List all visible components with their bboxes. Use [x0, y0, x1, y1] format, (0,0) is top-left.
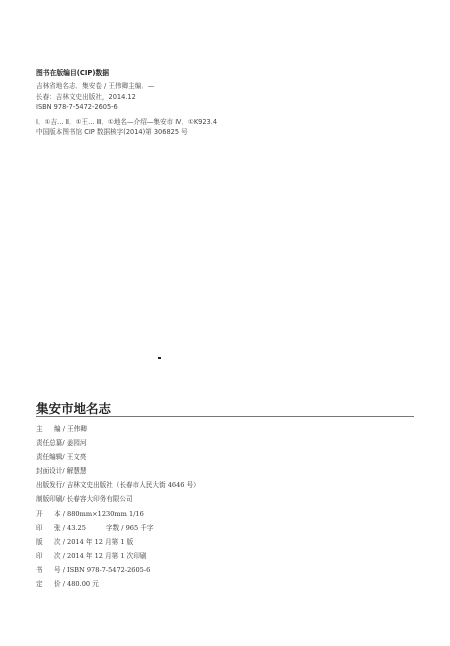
row-value: / 姜园河 [62, 439, 87, 448]
row-label: 封面设计 [36, 467, 63, 476]
label-char: 主 [36, 425, 43, 433]
row-value: / 王伟卿 [62, 425, 87, 433]
row-label: 制版印刷 [36, 495, 63, 504]
label-char: 开 [36, 509, 43, 518]
cip-block [36, 68, 426, 137]
row-value: / ISBN 978-7-5472-2605-6 [62, 565, 151, 574]
label-char: 印 [36, 551, 43, 560]
book-title: 集安市地名志 [36, 401, 112, 416]
label-char: 次 [54, 551, 61, 560]
row-label: 出版发行 [36, 481, 63, 490]
cip-publisher-line: 长春：吉林文史出版社，2014.12 [36, 92, 136, 101]
row-value: / 2014 年 12 月第 1 次印刷 [62, 551, 147, 560]
row-label: 责任总纂 [36, 439, 63, 448]
cip-heading: 图书在版编目(CIP)数据 [36, 69, 110, 77]
label-char: 本 [54, 509, 61, 518]
row-value: / 880mm×1230mm 1/16 [62, 509, 144, 518]
label-char: 书 [36, 565, 43, 574]
word-count: 字数 / 965 千字 [106, 523, 154, 532]
cip-title-line: 吉林省地名志．集安卷 / 王伟卿主编．— [36, 82, 155, 91]
print-mark [158, 357, 161, 359]
row-value: / 43.25 [62, 523, 86, 532]
row-cover-design [36, 464, 200, 478]
label-char: 张 [54, 523, 61, 532]
row-edition [36, 535, 200, 549]
row-value: / 解慧慧 [62, 467, 87, 476]
row-editor [36, 422, 200, 436]
row-value: / 王文亮 [62, 453, 87, 462]
row-chief-compiler [36, 436, 200, 450]
cip-isbn-line: ISBN 978-7-5472-2605-6 [36, 103, 118, 112]
cip-record-number-line: 中国版本图书馆 CIP 数据核字(2014)第 306825 号 [36, 128, 188, 137]
row-label: 责任编辑 [36, 453, 63, 462]
label-char: 价 [54, 580, 61, 589]
title-divider [36, 416, 414, 417]
label-char: 编 [54, 425, 61, 433]
row-value: / 长春容大印务有限公司 [62, 495, 133, 504]
row-isbn [36, 563, 200, 577]
label-char: 定 [36, 580, 43, 589]
row-sheets [36, 521, 200, 535]
label-char: 号 [54, 565, 61, 574]
row-printer [36, 492, 200, 506]
label-char: 印 [36, 523, 43, 532]
cip-classification-line: Ⅰ．①吉… Ⅱ．①王… Ⅲ．①地名—介绍—集安市 Ⅳ．①K923.4 [36, 117, 218, 126]
label-char: 版 [36, 537, 43, 546]
row-price [36, 577, 200, 591]
row-publisher [36, 478, 200, 492]
row-value: / 480.00 元 [62, 580, 99, 589]
row-responsible-editor [36, 450, 200, 464]
row-value: / 2014 年 12 月第 1 版 [62, 537, 134, 546]
row-printing [36, 549, 200, 563]
row-value: / 吉林文史出版社（长春市人民大街 4646 号） [62, 481, 200, 490]
label-char: 次 [54, 537, 61, 546]
row-format [36, 507, 200, 521]
colophon-info [36, 422, 200, 591]
